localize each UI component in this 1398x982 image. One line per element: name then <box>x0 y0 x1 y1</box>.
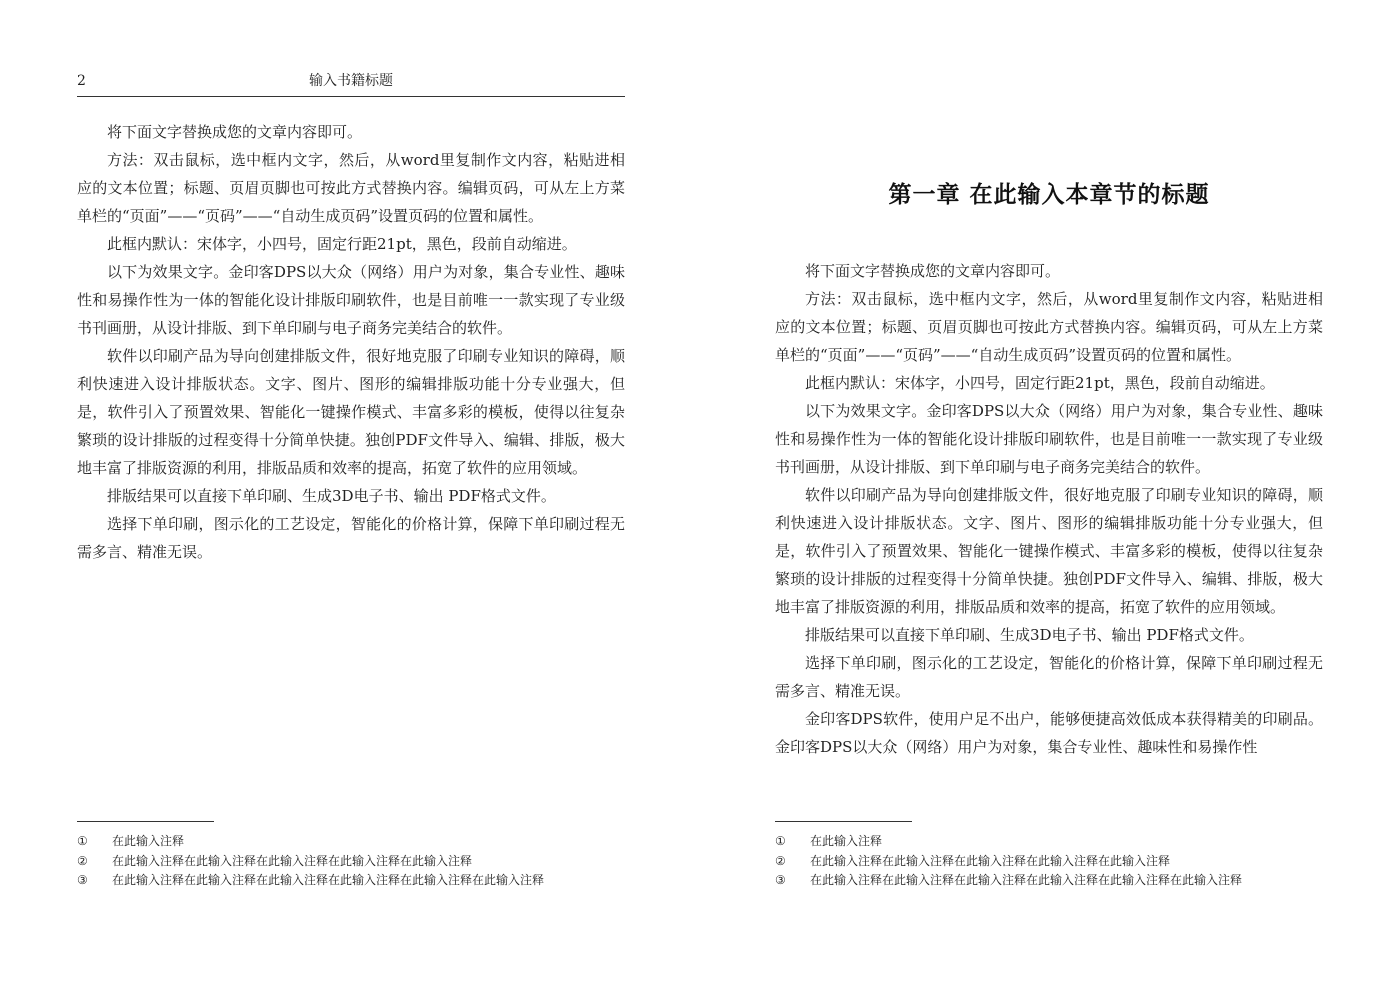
footnote-divider <box>775 821 912 822</box>
paragraph: 此框内默认：宋体字，小四号，固定行距21pt，黑色，段前自动缩进。 <box>107 235 577 253</box>
footnotes[interactable] <box>77 832 677 891</box>
paragraph: 将下面文字替换成您的文章内容即可。 <box>805 262 1061 280</box>
book-title[interactable]: 输入书籍标题 <box>309 73 393 89</box>
page-header <box>77 64 625 97</box>
paragraph: 以下为效果文字。金印客DPS以大众（网络）用户为对象，集合专业性、趣味性和易操作性为一体的智能化设计排版印刷软件，也是目前唯一一款实现了专业级书刊画册，从设计排版、到下单印刷与电子商务完美结合的软件。 <box>77 263 625 337</box>
right-page <box>700 0 1398 982</box>
paragraph: 软件以印刷产品为导向创建排版文件，很好地克服了印刷专业知识的障碍，顺利快速进入设计排版状态。文字、图片、图形的编辑排版功能十分专业强大，但是，软件引入了预置效果、智能化一键操作模式、丰富多彩的模板，使得以往复杂繁琐的设计排版的过程变得十分简单快捷。独创PDF文件导入、编辑、排版，极大地丰富了排版资源的利用，排版品质和效率的提高，拓宽了软件的应用领域。 <box>775 486 1323 616</box>
paragraph: 选择下单印刷，图示化的工艺设定，智能化的价格计算，保障下单印刷过程无需多言、精准无误。 <box>775 654 1323 700</box>
paragraph: 方法：双击鼠标，选中框内文字，然后，从word里复制作文内容，粘贴进相应的文本位置；标题、页眉页脚也可按此方式替换内容。编辑页码，可从左上方菜单栏的“页面”——“页码”——“自动生成页码”设置页码的位置和属性。 <box>77 151 625 225</box>
footnote-text: 在此输入注释在此输入注释在此输入注释在此输入注释在此输入注释 <box>112 853 473 868</box>
footnote-mark: ③ <box>775 873 786 887</box>
paragraph: 选择下单印刷，图示化的工艺设定，智能化的价格计算，保障下单印刷过程无需多言、精准无误。 <box>77 515 625 561</box>
footnote <box>775 871 1375 891</box>
footnote <box>77 832 677 852</box>
paragraph: 排版结果可以直接下单印刷、生成3D电子书、输出 PDF格式文件。 <box>805 626 1254 644</box>
footnote-text: 在此输入注释 <box>810 834 883 848</box>
footnote <box>77 871 677 891</box>
paragraph: 此框内默认：宋体字，小四号，固定行距21pt，黑色，段前自动缩进。 <box>805 374 1275 392</box>
footnote-mark: ① <box>77 834 88 848</box>
body-text[interactable] <box>775 257 1323 761</box>
footnote-mark: ① <box>775 834 786 848</box>
paragraph: 方法：双击鼠标，选中框内文字，然后，从word里复制作文内容，粘贴进相应的文本位置；标题、页眉页脚也可按此方式替换内容。编辑页码，可从左上方菜单栏的“页面”——“页码”——“自动生成页码”设置页码的位置和属性。 <box>775 290 1323 364</box>
footnotes[interactable] <box>775 832 1375 891</box>
footnote <box>775 852 1375 872</box>
paragraph: 软件以印刷产品为导向创建排版文件，很好地克服了印刷专业知识的障碍，顺利快速进入设计排版状态。文字、图片、图形的编辑排版功能十分专业强大，但是，软件引入了预置效果、智能化一键操作模式、丰富多彩的模板，使得以往复杂繁琐的设计排版的过程变得十分简单快捷。独创PDF文件导入、编辑、排版，极大地丰富了排版资源的利用，排版品质和效率的提高，拓宽了软件的应用领域。 <box>77 347 625 477</box>
paragraph: 金印客DPS软件，使用户足不出户，能够便捷高效低成本获得精美的印刷品。金印客DPS以大众（网络）用户为对象，集合专业性、趣味性和易操作性 <box>775 710 1323 756</box>
footnote-mark: ② <box>77 853 88 868</box>
paragraph: 以下为效果文字。金印客DPS以大众（网络）用户为对象，集合专业性、趣味性和易操作性为一体的智能化设计排版印刷软件，也是目前唯一一款实现了专业级书刊画册，从设计排版、到下单印刷与电子商务完美结合的软件。 <box>775 402 1323 476</box>
footnote-mark: ③ <box>77 873 88 887</box>
footnote <box>775 832 1375 852</box>
footnote-divider <box>77 821 214 822</box>
paragraph: 排版结果可以直接下单印刷、生成3D电子书、输出 PDF格式文件。 <box>107 487 556 505</box>
footnote-text: 在此输入注释在此输入注释在此输入注释在此输入注释在此输入注释 <box>810 853 1171 868</box>
page-number: 2 <box>77 73 86 89</box>
footnote-text: 在此输入注释 <box>112 834 185 848</box>
paragraph: 将下面文字替换成您的文章内容即可。 <box>107 123 363 141</box>
footnote-text: 在此输入注释在此输入注释在此输入注释在此输入注释在此输入注释在此输入注释 <box>112 873 545 887</box>
footnote-mark: ② <box>775 853 786 868</box>
chapter-title[interactable]: 第一章 在此输入本章节的标题 <box>888 181 1210 208</box>
footnote <box>77 852 677 872</box>
body-text[interactable] <box>77 118 625 566</box>
footnote-text: 在此输入注释在此输入注释在此输入注释在此输入注释在此输入注释在此输入注释 <box>810 873 1243 887</box>
